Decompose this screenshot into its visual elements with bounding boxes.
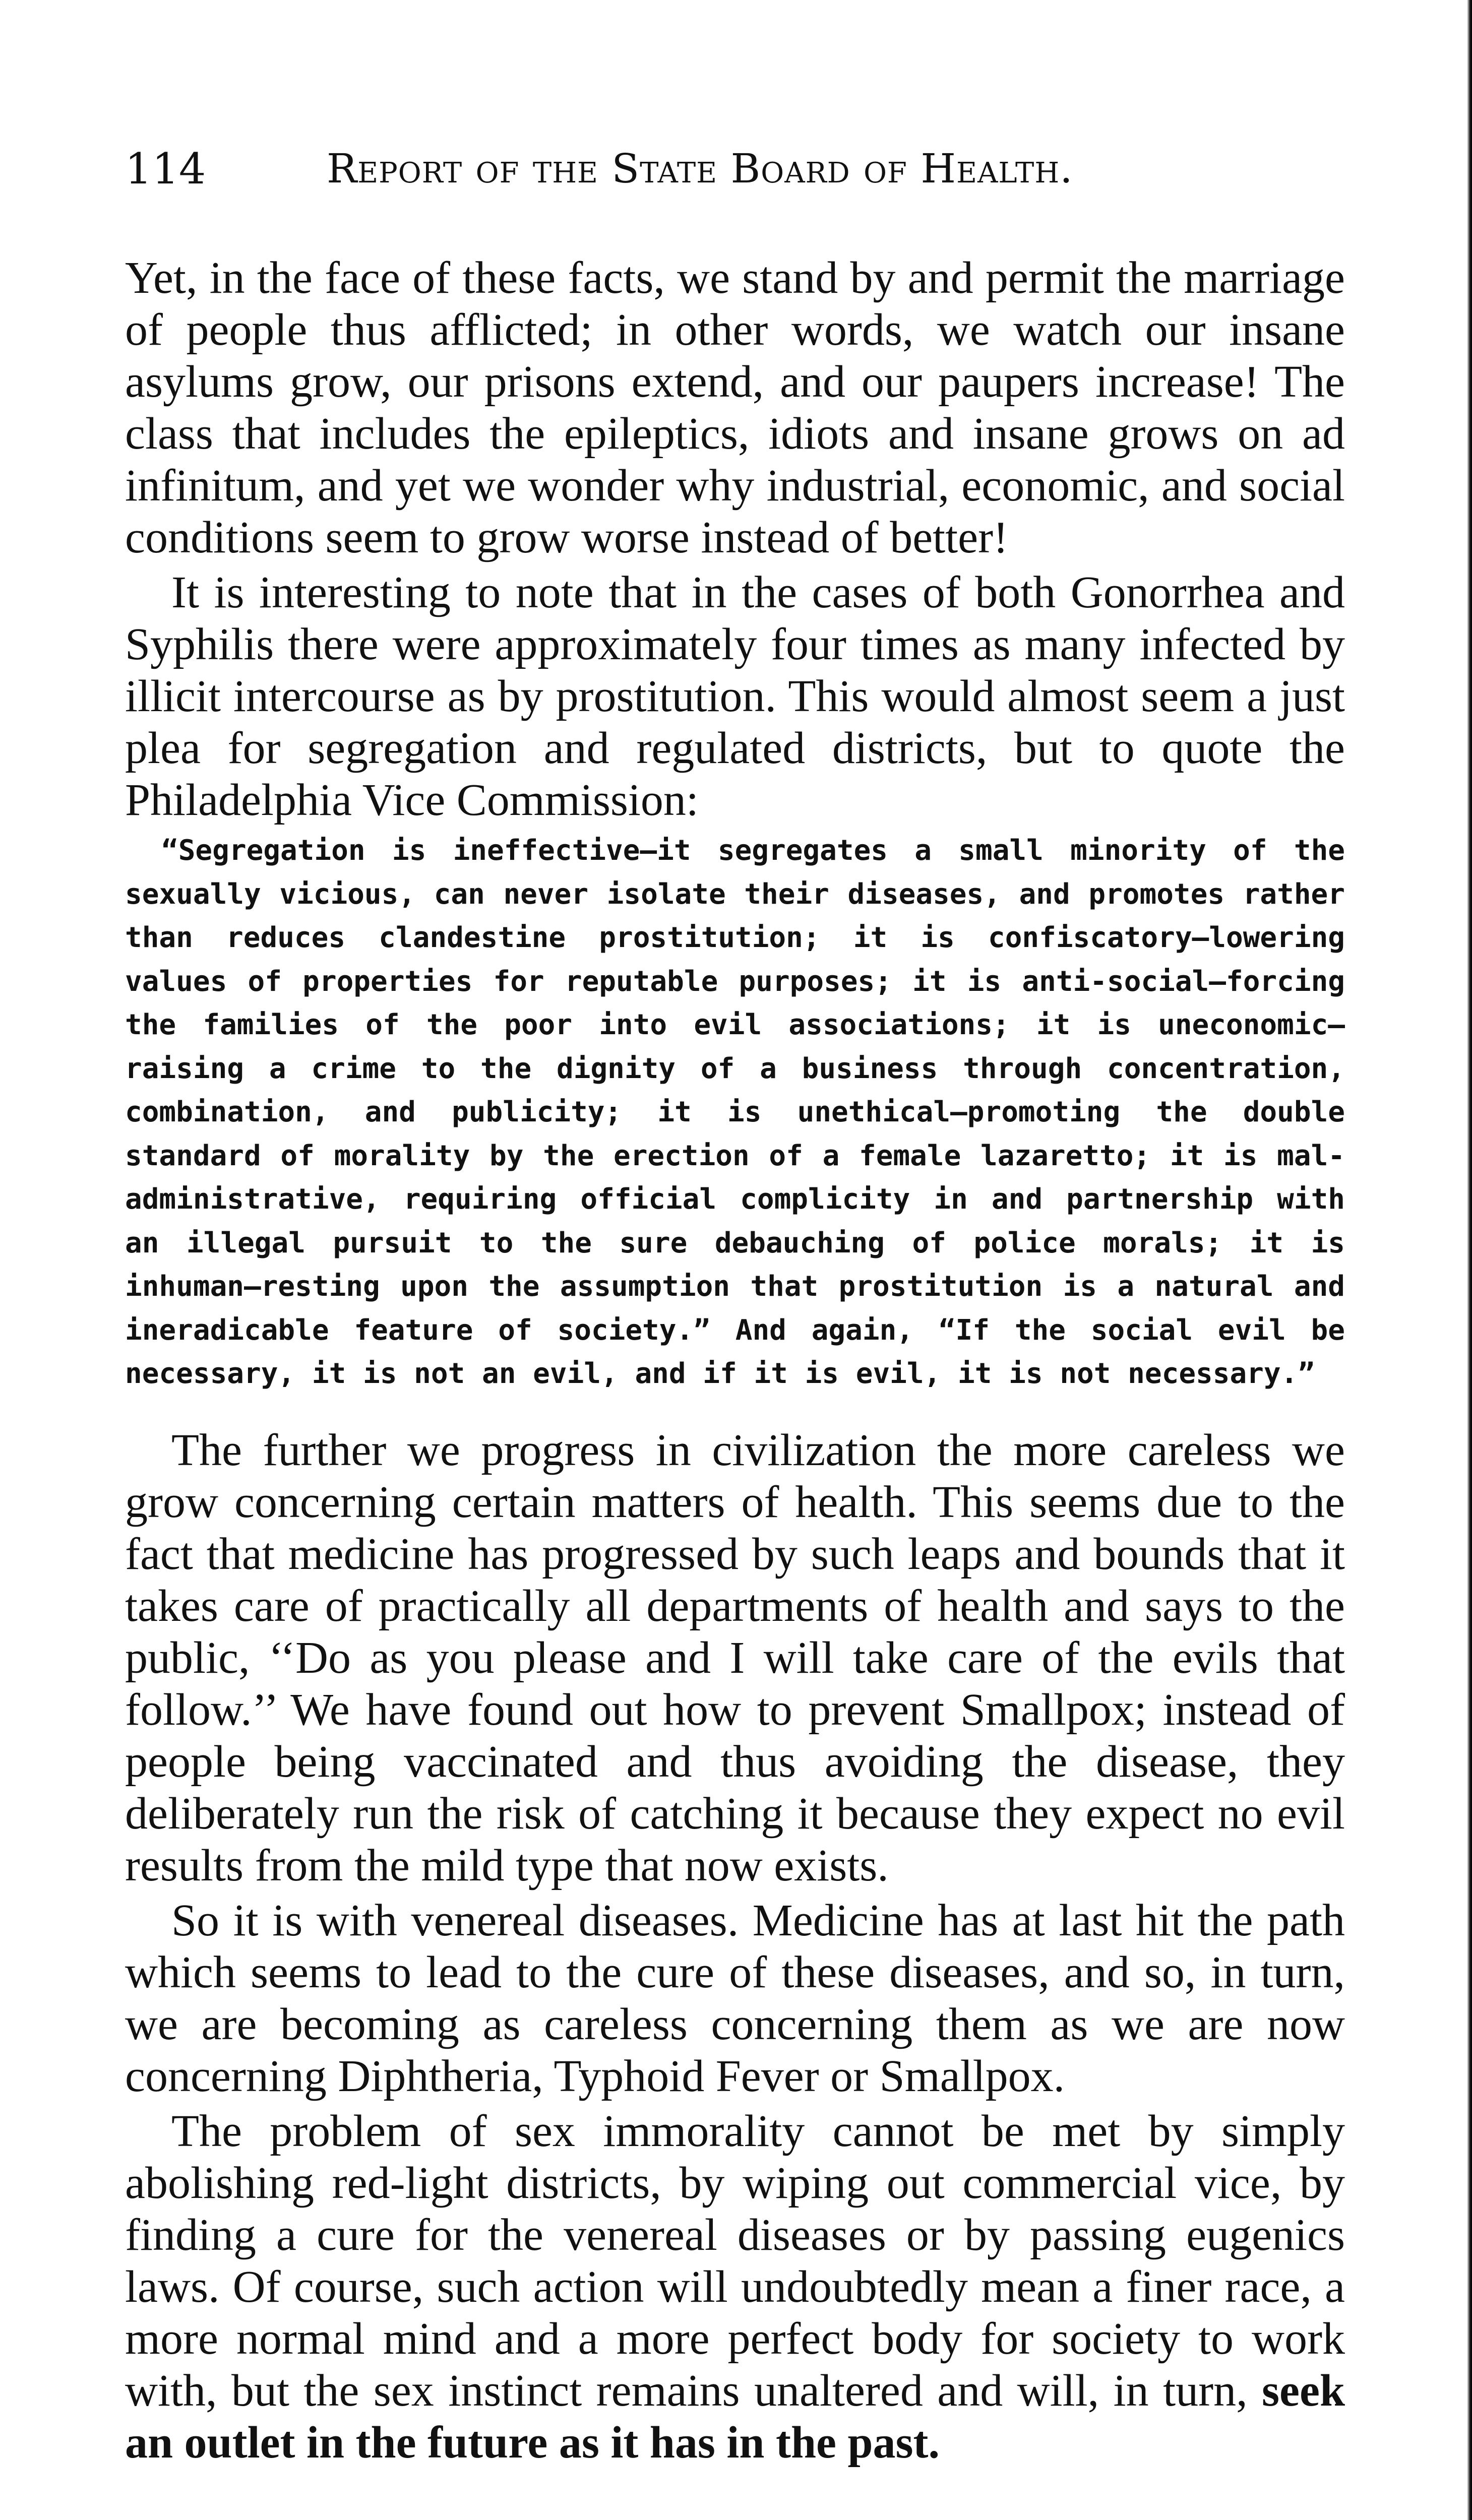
paragraph-5-text: The problem of sex immorality cannot be met by simply abolishing red-light districts, by wiping out commercial vice, by finding a cure for the venereal diseases or by passing eugenics laws. Of course, such action will undoubtedly mean a finer race, a more normal mind and a more perfect body for society to work with, but the sex instinct remains unaltered and will, in turn, (125, 2106, 1345, 2416)
paragraph-5-last-line: seek an outlet in the future as it has in the past. (125, 2365, 1345, 2468)
running-head: Report of the State Board of Health. (327, 145, 1073, 192)
block-quotation: “Segregation is ineffective—it segregates a small minority of the sexually vicious, can never isolate their diseases, and promotes rather than reduces clandestine prostitution; it is confiscatory—lowering values of properties for reputable purposes; it is anti-social—forcing the families of the poor into evil associations; it is uneconomic—raising a crime to the dignity of a business through concentration, combination, and publicity; it is unethical—promoting the double standard of morality by the erection of a female lazaretto; it is mal-administrative, requiring official complicity in and partnership with an illegal pursuit to the sure debauching of police morals; it is inhuman—resting upon the assumption that prostitution is a natural and ineradicable feature of society.” And again, “If the social evil be necessary, it is not an evil, and if it is evil, it is not necessary.” (125, 834, 1345, 1390)
paragraph-4: So it is with venereal diseases. Medicine has at last hit the path which seems to lead to the cure of these diseases, and so, in turn, we are becoming as careless concerning them as we are now concerning Diphtheria, Typhoid Fever or Smallpox. (125, 1895, 1345, 2101)
body-text (125, 252, 1345, 2472)
paragraph-3: The further we progress in civilization the more careless we grow concerning certain matters of health. This seems due to the fact that medicine has progressed by such leaps and bounds that it takes care of practically all departments of health and says to the public, ‘‘Do as you please and I will take care of the evils that follow.’’ We have found out how to prevent Smallpox; instead of people being vaccinated and thus avoiding the disease, they deliberately run the risk of catching it because they expect no evil results from the mild type that now exists. (125, 1425, 1345, 1891)
paragraph-1: Yet, in the face of these facts, we stand by and permit the marriage of people thus afflicted; in other words, we watch our insane asylums grow, our prisons extend, and our paupers increase! The class that includes the epileptics, idiots and insane grows on ad infinitum, and yet we wonder why industrial, economic, and social conditions seem to grow worse instead of better! (125, 253, 1345, 562)
page-header (125, 141, 1345, 197)
page-number: 114 (125, 144, 206, 194)
paragraph-5 (125, 2105, 1345, 2469)
paragraph-2: It is interesting to note that in the cases of both Gonorrhea and Syphilis there were approximately four times as many infected by illicit intercourse as by prostitution. This would almost seem a just plea for segregation and regulated districts, but to quote the Philadelphia Vice Commission: (125, 568, 1345, 825)
page-edge (1467, 0, 1472, 2520)
